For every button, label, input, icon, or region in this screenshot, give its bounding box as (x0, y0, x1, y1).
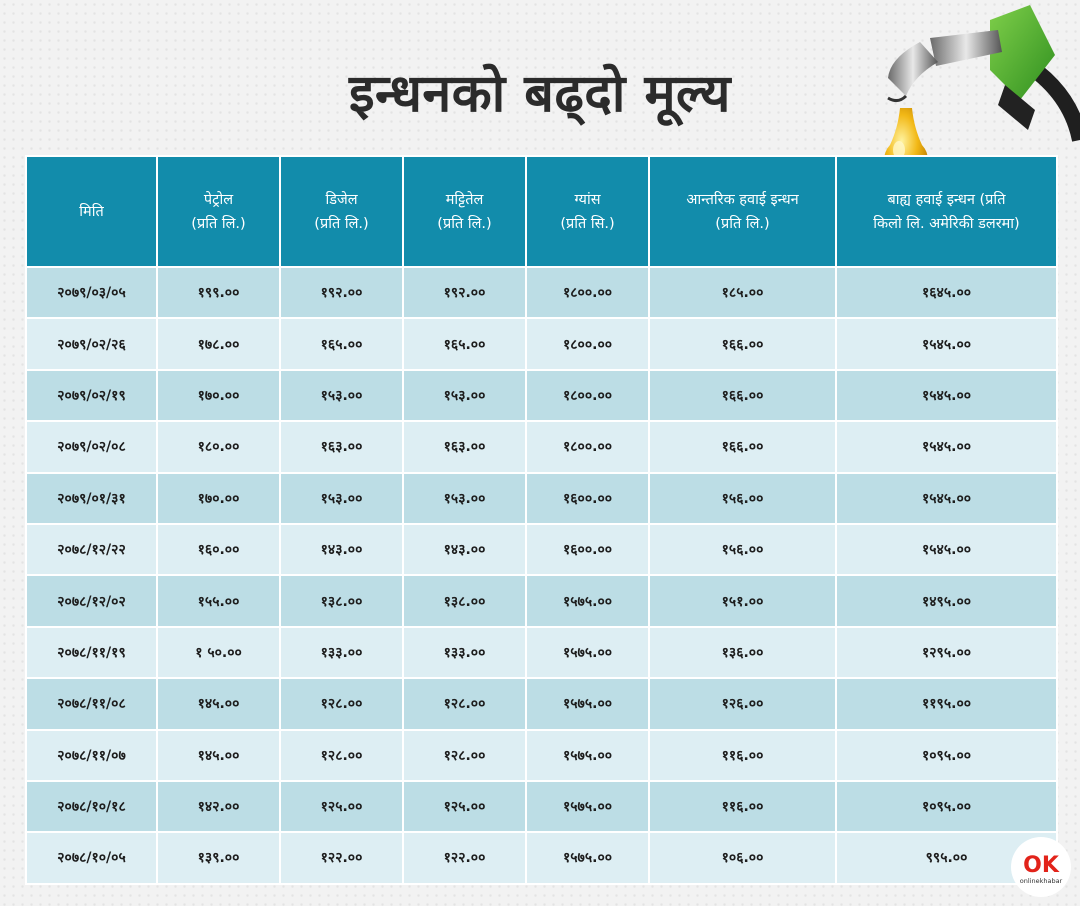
table-row (26, 267, 1057, 318)
diesel-cell: १२२.०० (280, 832, 403, 883)
international-jet-fuel-cell: १०९५.०० (836, 730, 1057, 781)
petrol-cell: १ ५०.०० (157, 627, 280, 678)
diesel-cell: १९२.०० (280, 267, 403, 318)
domestic-jet-fuel-cell: १६६.०० (649, 421, 836, 472)
table-row (26, 781, 1057, 832)
international-jet-fuel-cell: १५४५.०० (836, 318, 1057, 369)
diesel-cell: १५३.०० (280, 370, 403, 421)
fuel-price-table (25, 155, 1058, 885)
international-jet-fuel-cell: ११९५.०० (836, 678, 1057, 729)
international-jet-fuel-cell: १६४५.०० (836, 267, 1057, 318)
column-header-date: मिति (26, 156, 157, 267)
domestic-jet-fuel-cell: ११६.०० (649, 781, 836, 832)
date-cell: २०७८/१०/१८ (26, 781, 157, 832)
table-row (26, 318, 1057, 369)
petrol-cell: १७८.०० (157, 318, 280, 369)
international-jet-fuel-cell: १४९५.०० (836, 575, 1057, 626)
petrol-cell: १७०.०० (157, 370, 280, 421)
diesel-cell: १६३.०० (280, 421, 403, 472)
table-row (26, 730, 1057, 781)
diesel-cell: १३८.०० (280, 575, 403, 626)
international-jet-fuel-cell: १५४५.०० (836, 421, 1057, 472)
date-cell: २०७९/०२/१९ (26, 370, 157, 421)
international-jet-fuel-cell: १२९५.०० (836, 627, 1057, 678)
petrol-cell: १९९.०० (157, 267, 280, 318)
column-header-gas: ग्यांस (प्रति सि.) (526, 156, 649, 267)
table-row (26, 473, 1057, 524)
domestic-jet-fuel-cell: १०६.०० (649, 832, 836, 883)
gas-cell: १८००.०० (526, 267, 649, 318)
diesel-cell: १३३.०० (280, 627, 403, 678)
date-cell: २०७८/११/०७ (26, 730, 157, 781)
onlinekhabar-logo (1010, 836, 1072, 898)
petrol-cell: १८०.०० (157, 421, 280, 472)
date-cell: २०७८/११/१९ (26, 627, 157, 678)
kerosene-cell: १६३.०० (403, 421, 526, 472)
domestic-jet-fuel-cell: १५१.०० (649, 575, 836, 626)
gas-cell: १५७५.०० (526, 781, 649, 832)
diesel-cell: १२८.०० (280, 678, 403, 729)
petrol-cell: १४५.०० (157, 730, 280, 781)
gas-cell: १५७५.०० (526, 575, 649, 626)
petrol-cell: १४५.०० (157, 678, 280, 729)
diesel-cell: १५३.०० (280, 473, 403, 524)
gas-cell: १८००.०० (526, 421, 649, 472)
page-title: इन्धनको बढ्दो मूल्य (349, 64, 731, 124)
diesel-cell: १४३.०० (280, 524, 403, 575)
column-header-international-jet-fuel: बाह्य हवाई इन्धन (प्रति किलो लि. अमेरिकी डलरमा) (836, 156, 1057, 267)
table-row (26, 370, 1057, 421)
petrol-cell: १३९.०० (157, 832, 280, 883)
column-header-diesel: डिजेल (प्रति लि.) (280, 156, 403, 267)
kerosene-cell: १२८.०० (403, 678, 526, 729)
table-row (26, 678, 1057, 729)
kerosene-cell: १४३.०० (403, 524, 526, 575)
diesel-cell: १२५.०० (280, 781, 403, 832)
domestic-jet-fuel-cell: १५६.०० (649, 524, 836, 575)
table-row (26, 421, 1057, 472)
kerosene-cell: १५३.०० (403, 473, 526, 524)
column-header-petrol: पेट्रोल (प्रति लि.) (157, 156, 280, 267)
kerosene-cell: १२५.०० (403, 781, 526, 832)
international-jet-fuel-cell: १५४५.०० (836, 524, 1057, 575)
petrol-cell: १७०.०० (157, 473, 280, 524)
gas-cell: १८००.०० (526, 318, 649, 369)
date-cell: २०७९/०१/३१ (26, 473, 157, 524)
kerosene-cell: १२८.०० (403, 730, 526, 781)
petrol-cell: १६०.०० (157, 524, 280, 575)
domestic-jet-fuel-cell: १६६.०० (649, 370, 836, 421)
international-jet-fuel-cell: १५४५.०० (836, 370, 1057, 421)
international-jet-fuel-cell: १५४५.०० (836, 473, 1057, 524)
date-cell: २०७८/११/०८ (26, 678, 157, 729)
petrol-cell: १४२.०० (157, 781, 280, 832)
table-row (26, 627, 1057, 678)
table-header-row (26, 156, 1057, 267)
kerosene-cell: १९२.०० (403, 267, 526, 318)
diesel-cell: १२८.०० (280, 730, 403, 781)
gas-cell: १५७५.०० (526, 678, 649, 729)
domestic-jet-fuel-cell: ११६.०० (649, 730, 836, 781)
date-cell: २०७९/०३/०५ (26, 267, 157, 318)
table-row (26, 832, 1057, 883)
petrol-cell: १५५.०० (157, 575, 280, 626)
date-cell: २०७९/०२/०८ (26, 421, 157, 472)
kerosene-cell: १३८.०० (403, 575, 526, 626)
gas-cell: १६००.०० (526, 524, 649, 575)
domestic-jet-fuel-cell: १३६.०० (649, 627, 836, 678)
date-cell: २०७९/०२/२६ (26, 318, 157, 369)
column-header-kerosene: मट्टितेल (प्रति लि.) (403, 156, 526, 267)
table-body (26, 267, 1057, 884)
gas-cell: १५७५.०० (526, 627, 649, 678)
gas-cell: १८००.०० (526, 370, 649, 421)
table-row (26, 575, 1057, 626)
diesel-cell: १६५.०० (280, 318, 403, 369)
kerosene-cell: १३३.०० (403, 627, 526, 678)
kerosene-cell: १६५.०० (403, 318, 526, 369)
gas-cell: १६००.०० (526, 473, 649, 524)
gas-cell: १५७५.०० (526, 730, 649, 781)
kerosene-cell: १२२.०० (403, 832, 526, 883)
domestic-jet-fuel-cell: १२६.०० (649, 678, 836, 729)
international-jet-fuel-cell: १०९५.०० (836, 781, 1057, 832)
date-cell: २०७८/१०/०५ (26, 832, 157, 883)
domestic-jet-fuel-cell: १५६.०० (649, 473, 836, 524)
gas-cell: १५७५.०० (526, 832, 649, 883)
domestic-jet-fuel-cell: १६६.०० (649, 318, 836, 369)
international-jet-fuel-cell: ९९५.०० (836, 832, 1057, 883)
logo-mark: OK (1023, 853, 1059, 878)
table-row (26, 524, 1057, 575)
date-cell: २०७८/१२/२२ (26, 524, 157, 575)
date-cell: २०७८/१२/०२ (26, 575, 157, 626)
logo-text: onlinekhabar (1019, 877, 1063, 885)
domestic-jet-fuel-cell: १८५.०० (649, 267, 836, 318)
kerosene-cell: १५३.०० (403, 370, 526, 421)
column-header-domestic-jet-fuel: आन्तरिक हवाई इन्धन (प्रति लि.) (649, 156, 836, 267)
